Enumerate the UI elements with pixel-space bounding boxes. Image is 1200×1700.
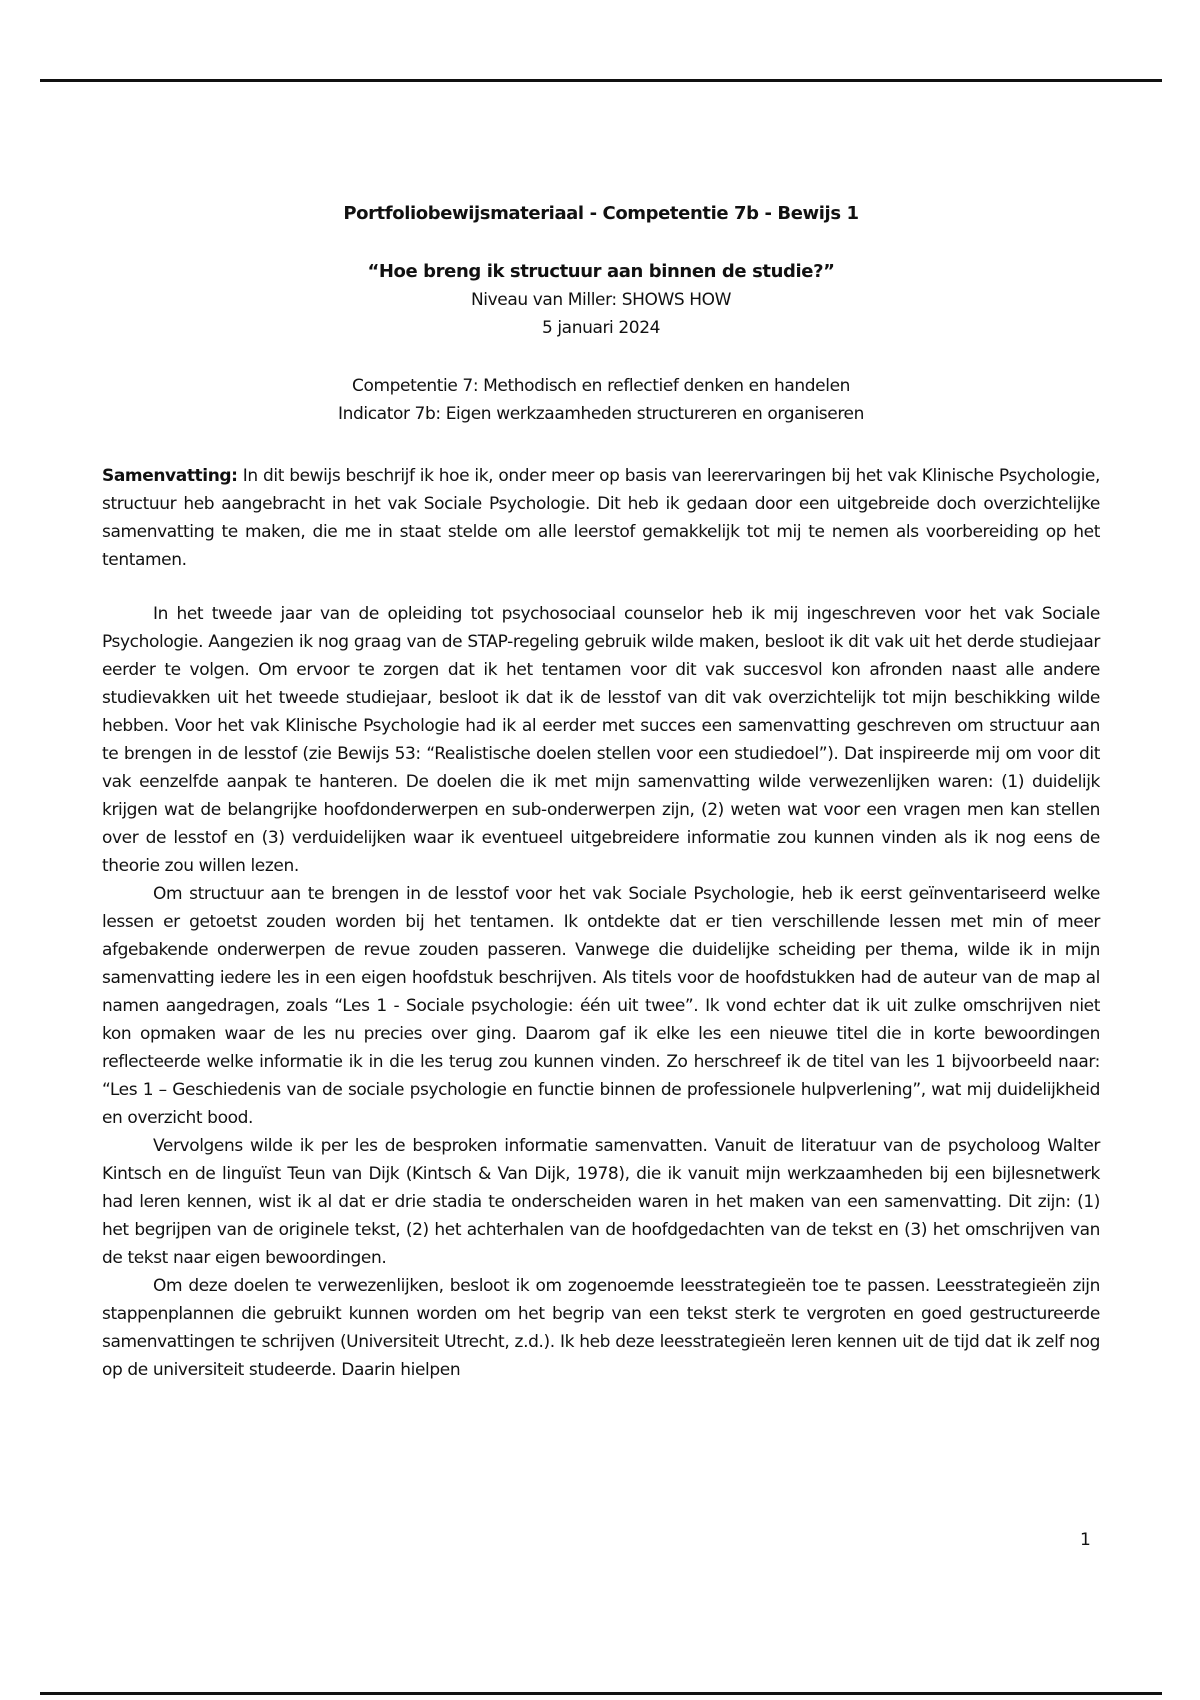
document-date: 5 januari 2024 — [541, 318, 661, 338]
document-page — [102, 200, 1100, 1384]
body-paragraph: Om structuur aan te brengen in de lesstof voor het vak Sociale Psychologie, heb ik eerst geïnventariseerd welke lessen er getoetst zouden worden bij het tentamen. Ik ontdekte dat er tien verschillende lessen met min of meer afgebakende onderwerpen de revue zouden passeren. Vanwege die duidelijke scheiding per thema, wilde ik in mijn samenvatting iedere les in een eigen hoofdstuk beschrijven. Als titels voor de hoofdstukken had de auteur van de map al namen aangedragen, zoals “Les 1 - Sociale psychologie: één uit twee”. Ik vond echter dat ik uit zulke omschrijven niet kon opmaken waar de les nu precies over ging. Daarom gaf ik elke les een nieuwe titel die in korte bewoordingen reflecteerde welke informatie ik in die les terug zou kunnen vinden. Zo herschreef ik de titel van les 1 bijvoorbeeld naar: “Les 1 – Geschiedenis van de sociale psychologie en functie binnen de professionele hulpverlening”, wat mij duidelijkheid en overzicht bood. — [102, 884, 1100, 1128]
bottom-rule — [40, 1692, 1162, 1695]
top-rule — [40, 79, 1162, 82]
summary-paragraph — [102, 462, 1100, 574]
miller-level: Niveau van Miller: SHOWS HOW — [470, 290, 732, 310]
document-title: Portfoliobewijsmateriaal - Competentie 7b - Bewijs 1 — [343, 203, 859, 224]
summary-label: Samenvatting: — [102, 466, 238, 486]
document-question: “Hoe breng ik structuur aan binnen de studie?” — [367, 261, 835, 282]
body-paragraph: In het tweede jaar van de opleiding tot psychosociaal counselor heb ik mij ingeschreven voor het vak Sociale Psychologie. Aangezien ik nog graag van de STAP-regeling gebruik wilde maken, besloot ik dit vak uit het derde studiejaar eerder te volgen. Om ervoor te zorgen dat ik het tentamen voor dit vak succesvol kon afronden naast alle andere studievakken uit het tweede studiejaar, besloot ik dat ik de lesstof van dit vak overzichtelijk tot mijn beschikking wilde hebben. Voor het vak Klinische Psychologie had ik al eerder met succes een samenvatting geschreven om structuur aan te brengen in de lesstof (zie Bewijs 53: “Realistische doelen stellen voor een studiedoel”). Dat inspireerde mij om voor dit vak eenzelfde aanpak te hanteren. De doelen die ik met mijn samenvatting wilde verwezenlijken waren: (1) duidelijk krijgen wat de belangrijke hoofdonderwerpen en sub-onderwerpen zijn, (2) weten wat voor een vragen men kan stellen over de lesstof en (3) verduidelijken waar ik eventueel uitgebreidere informatie zou kunnen vinden als ik nog eens de theorie zou willen lezen. — [102, 604, 1100, 876]
body-paragraph: Om deze doelen te verwezenlijken, besloot ik om zogenoemde leesstrategieën toe te passen. Leesstrategieën zijn stappenplannen die gebruikt kunnen worden om het begrip van een tekst sterk te vergroten en goed gestructureerde samenvattingen te schrijven (Universiteit Utrecht, z.d.). Ik heb deze leesstrategieën leren kennen uit de tijd dat ik zelf nog op de universiteit studeerde. Daarin hielpen — [102, 1276, 1100, 1380]
body-paragraph: Vervolgens wilde ik per les de besproken informatie samenvatten. Vanuit de literatuur van de psycholoog Walter Kintsch en de linguïst Teun van Dijk (Kintsch & Van Dijk, 1978), die ik vanuit mijn werkzaamheden bij een bijlesnetwerk had leren kennen, wist ik al dat er drie stadia te onderscheiden waren in het maken van een samenvatting. Dit zijn: (1) het begrijpen van de originele tekst, (2) het achterhalen van de hoofdgedachten van de tekst en (3) het omschrijven van de tekst naar eigen bewoordingen. — [102, 1136, 1100, 1268]
competence-block — [102, 372, 1100, 428]
document-header — [102, 200, 1100, 428]
summary-text: In dit bewijs beschrijf ik hoe ik, onder meer op basis van leerervaringen bij het vak Klinische Psychologie, structuur heb aangebracht in het vak Sociale Psychologie. Dit heb ik gedaan door een uitgebreide doch overzichtelijke samenvatting te maken, die me in staat stelde om alle leerstof gemakkelijk tot mij te nemen als voorbereiding op het tentamen. — [102, 466, 1100, 570]
competence-line: Competentie 7: Methodisch en reflectief denken en handelen — [351, 376, 850, 396]
page-number: 1 — [1080, 1530, 1091, 1550]
body-text — [102, 600, 1100, 1384]
indicator-line: Indicator 7b: Eigen werkzaamheden structureren en organiseren — [338, 404, 864, 424]
